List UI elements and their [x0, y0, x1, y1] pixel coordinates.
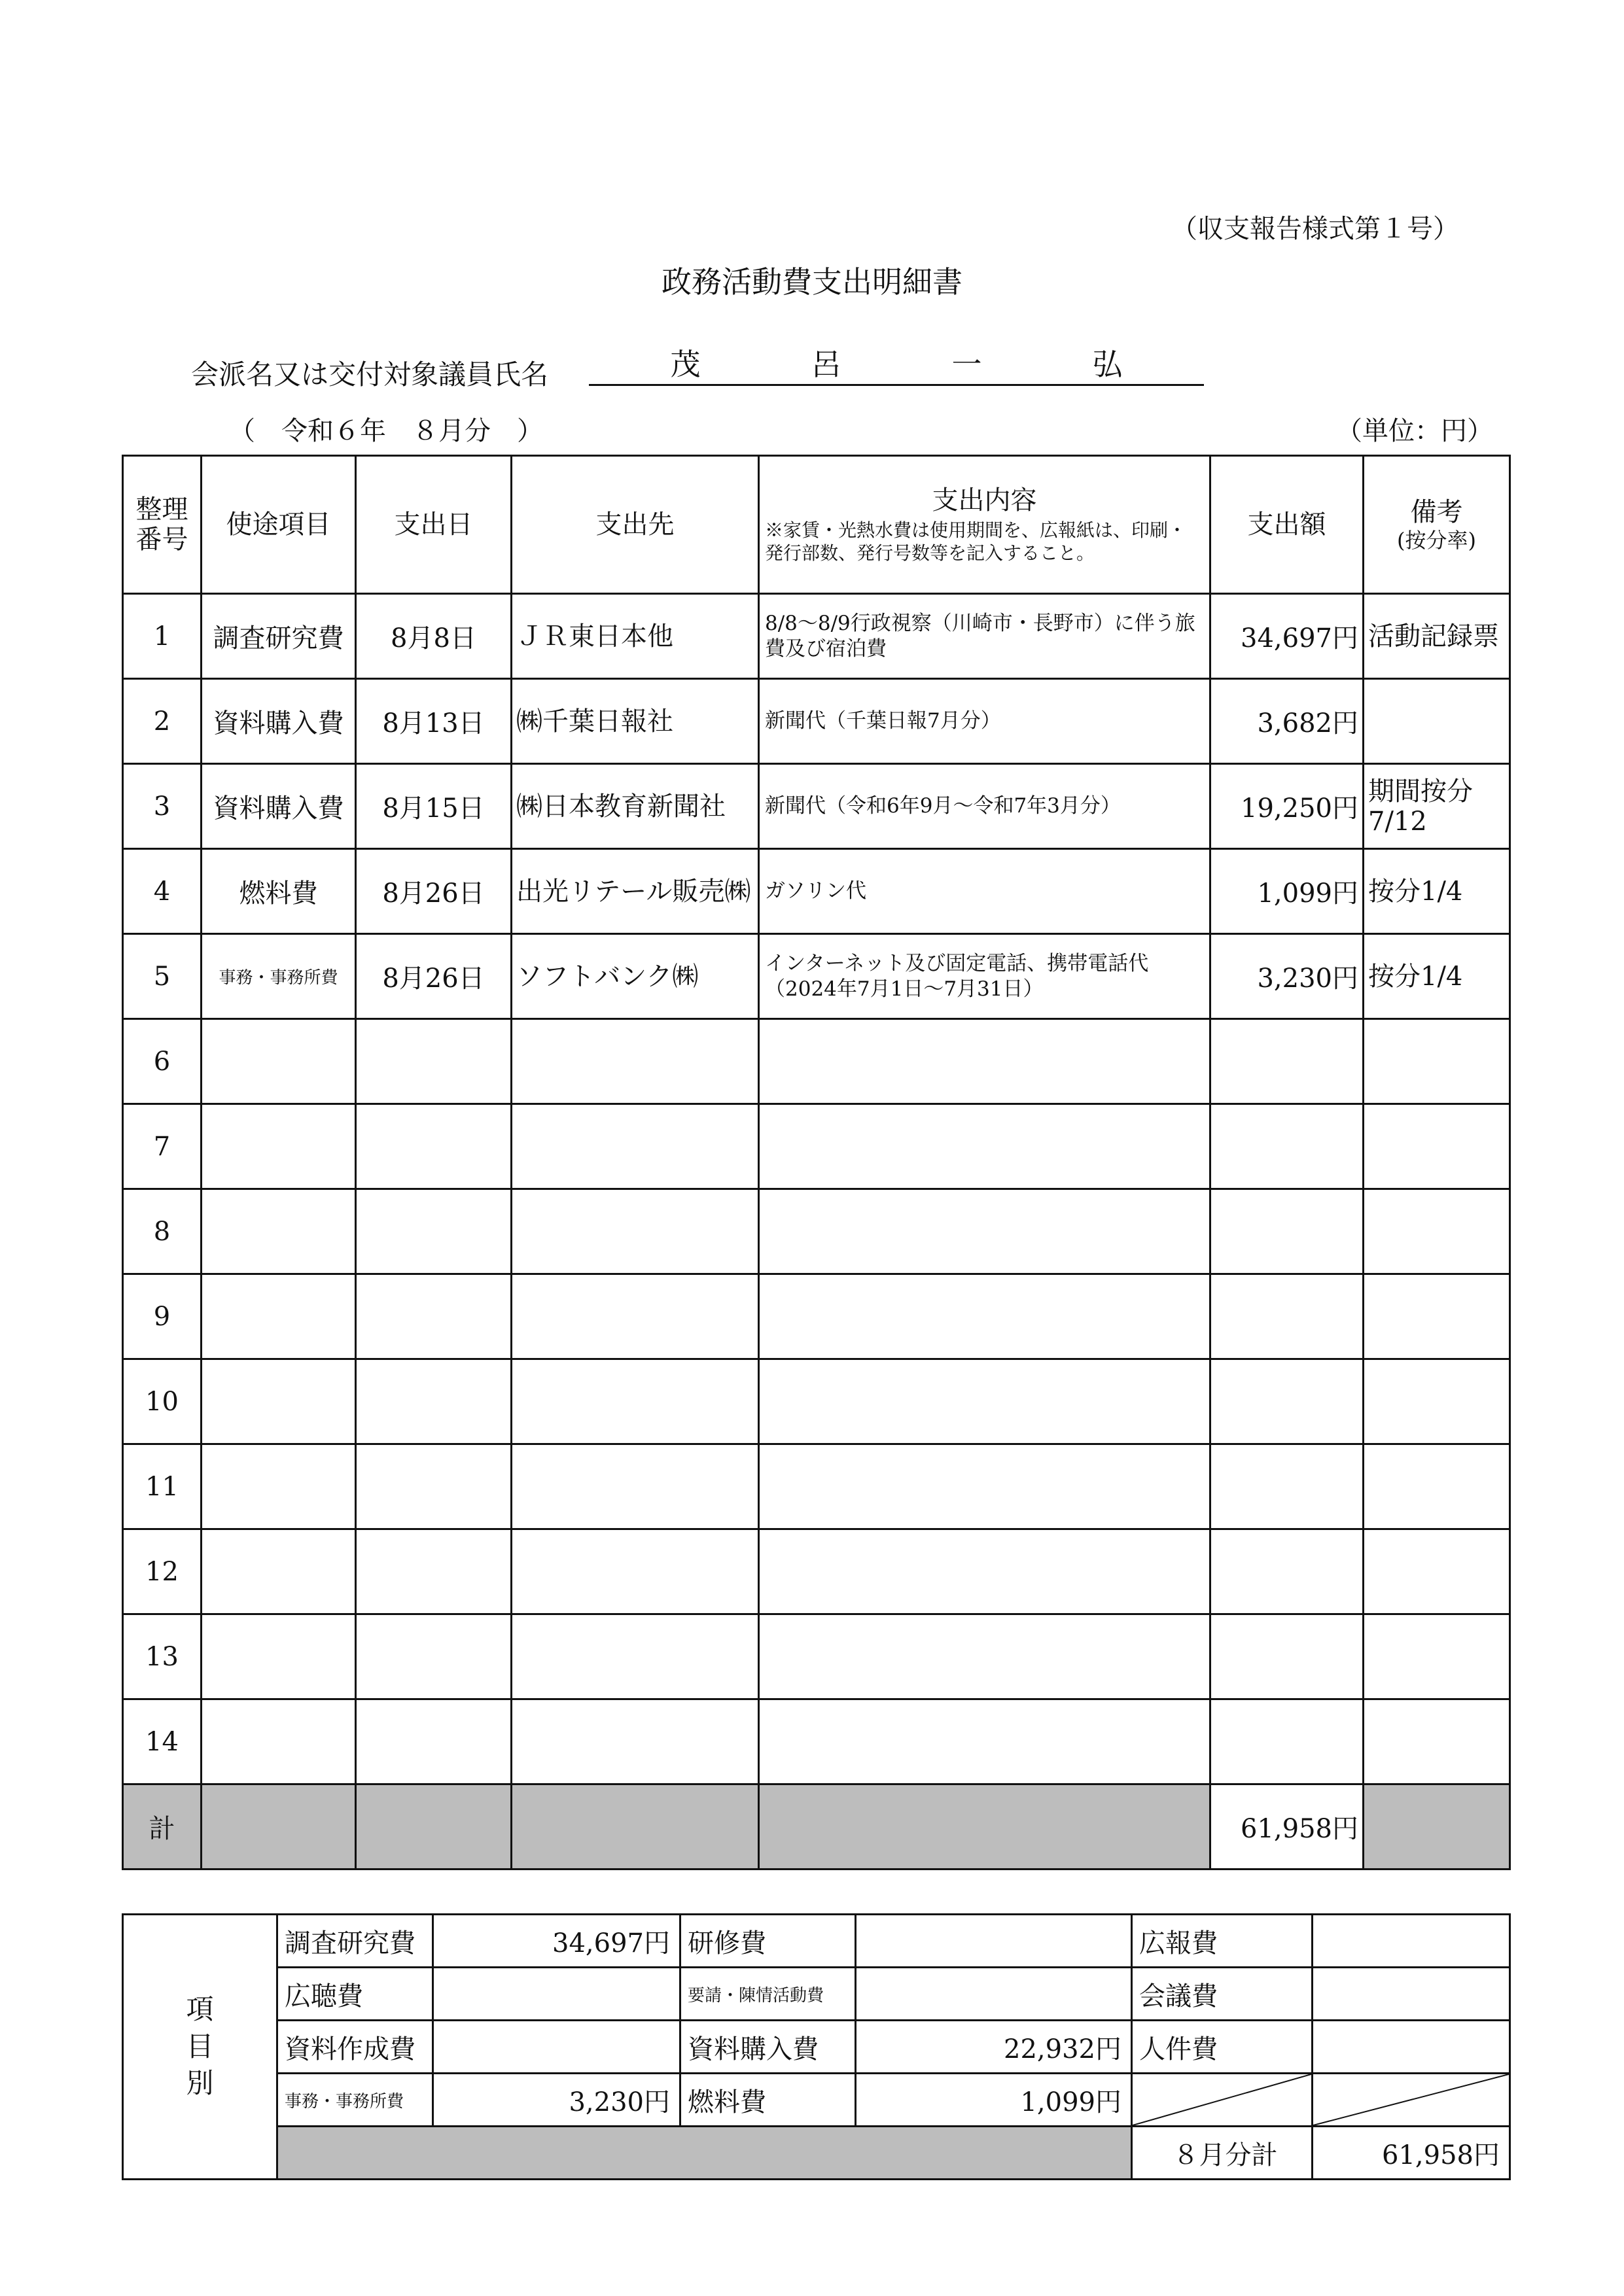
row-amount: 3,230円	[1210, 934, 1364, 1019]
row-date: 8月13日	[356, 679, 512, 764]
row-note: 期間按分7/12	[1364, 764, 1510, 849]
summary-value	[856, 1968, 1132, 2021]
member-name	[589, 345, 1204, 386]
row-note	[1364, 1699, 1510, 1784]
row-date	[356, 1104, 512, 1189]
summary-empty-slash	[1313, 2074, 1510, 2127]
summary-value: 1,099円	[856, 2074, 1132, 2127]
row-no: 12	[123, 1529, 202, 1614]
summary-value	[1313, 1968, 1510, 2021]
document-title: 政務活動費支出明細書	[662, 264, 962, 300]
member-name-char: 一	[951, 347, 982, 382]
summary-value	[856, 1915, 1132, 1968]
total-grey-cell	[759, 1784, 1210, 1870]
total-label: 計	[123, 1784, 202, 1870]
row-desc: ガソリン代	[759, 849, 1210, 934]
row-date	[356, 1274, 512, 1359]
row-payee	[512, 1019, 759, 1104]
row-payee: 出光リテール販売㈱	[512, 849, 759, 934]
table-row	[123, 1444, 1510, 1529]
member-name-char: 弘	[1092, 347, 1123, 382]
row-payee	[512, 1444, 759, 1529]
summary-label: 燃料費	[680, 2074, 856, 2127]
row-use	[202, 1699, 356, 1784]
row-use	[202, 1614, 356, 1699]
row-desc: 新聞代（令和6年9月～令和7年3月分）	[759, 764, 1210, 849]
row-payee	[512, 1189, 759, 1274]
table-row	[123, 1019, 1510, 1104]
row-desc	[759, 1699, 1210, 1784]
row-amount: 3,682円	[1210, 679, 1364, 764]
row-note: 按分1/4	[1364, 849, 1510, 934]
row-no: 1	[123, 594, 202, 679]
table-row	[123, 1189, 1510, 1274]
summary-value	[433, 1968, 680, 2021]
row-date	[356, 1529, 512, 1614]
row-use: 燃料費	[202, 849, 356, 934]
header-no: 整理番号	[123, 456, 202, 594]
summary-value: 3,230円	[433, 2074, 680, 2127]
row-note	[1364, 1189, 1510, 1274]
row-no: 7	[123, 1104, 202, 1189]
form-number: （収支報告様式第１号）	[1171, 214, 1459, 244]
total-grey-cell	[356, 1784, 512, 1870]
table-row	[123, 1274, 1510, 1359]
row-use	[202, 1274, 356, 1359]
report-period: （ 令和６年 ８月分 ）	[229, 416, 543, 446]
header-note-title: 備考	[1410, 496, 1463, 527]
row-no: 3	[123, 764, 202, 849]
summary-label: 資料作成費	[277, 2021, 433, 2074]
table-row	[123, 849, 1510, 934]
row-date	[356, 1614, 512, 1699]
summary-label: 人件費	[1132, 2021, 1313, 2074]
row-date: 8月26日	[356, 934, 512, 1019]
summary-value: 34,697円	[433, 1915, 680, 1968]
row-note	[1364, 1614, 1510, 1699]
table-row	[123, 594, 1510, 679]
row-desc: 新聞代（千葉日報7月分）	[759, 679, 1210, 764]
row-use	[202, 1104, 356, 1189]
row-amount	[1210, 1189, 1364, 1274]
row-note	[1364, 1274, 1510, 1359]
row-no: 9	[123, 1274, 202, 1359]
summary-label: 会議費	[1132, 1968, 1313, 2021]
row-amount	[1210, 1104, 1364, 1189]
row-no: 13	[123, 1614, 202, 1699]
header-desc-note: ※家賃・光熱水費は使用期間を、広報紙は、印刷・発行部数、発行号数等を記入すること。	[765, 519, 1187, 564]
row-use	[202, 1444, 356, 1529]
table-row	[123, 1614, 1510, 1699]
row-amount	[1210, 1019, 1364, 1104]
row-desc	[759, 1274, 1210, 1359]
header-note	[1364, 456, 1510, 594]
row-date: 8月8日	[356, 594, 512, 679]
row-amount: 19,250円	[1210, 764, 1364, 849]
row-date: 8月15日	[356, 764, 512, 849]
row-desc	[759, 1614, 1210, 1699]
row-note	[1364, 1529, 1510, 1614]
row-note	[1364, 1104, 1510, 1189]
summary-label: 事務・事務所費	[277, 2074, 433, 2127]
header-use: 使途項目	[202, 456, 356, 594]
row-use	[202, 1019, 356, 1104]
summary-label: 広聴費	[277, 1968, 433, 2021]
summary-value	[1313, 2021, 1510, 2074]
unit-label: （単位：円）	[1336, 416, 1493, 446]
table-row	[123, 1104, 1510, 1189]
row-note: 活動記録票	[1364, 594, 1510, 679]
row-payee: ㈱日本教育新聞社	[512, 764, 759, 849]
row-no: 14	[123, 1699, 202, 1784]
row-amount	[1210, 1529, 1364, 1614]
table-row	[123, 934, 1510, 1019]
row-desc	[759, 1104, 1210, 1189]
row-amount: 34,697円	[1210, 594, 1364, 679]
table-row	[123, 1699, 1510, 1784]
row-desc: インターネット及び固定電話、携帯電話代（2024年7月1日～7月31日）	[759, 934, 1210, 1019]
row-no: 2	[123, 679, 202, 764]
row-payee	[512, 1614, 759, 1699]
row-no: 6	[123, 1019, 202, 1104]
row-desc	[759, 1529, 1210, 1614]
row-desc	[759, 1189, 1210, 1274]
row-amount	[1210, 1359, 1364, 1444]
summary-value: 22,932円	[856, 2021, 1132, 2074]
row-note	[1364, 1359, 1510, 1444]
summary-side-label: 項 目 別	[123, 1915, 277, 2180]
summary-empty-slash	[1132, 2074, 1313, 2127]
row-payee	[512, 1274, 759, 1359]
header-desc	[759, 456, 1210, 594]
expense-table	[122, 455, 1511, 1870]
table-row	[123, 679, 1510, 764]
member-name-char: 呂	[811, 347, 841, 382]
row-use	[202, 1359, 356, 1444]
summary-label: 資料購入費	[680, 2021, 856, 2074]
row-note	[1364, 679, 1510, 764]
summary-value	[1313, 1915, 1510, 1968]
summary-value	[433, 2021, 680, 2074]
total-grey-cell	[512, 1784, 759, 1870]
row-use: 調査研究費	[202, 594, 356, 679]
row-date	[356, 1189, 512, 1274]
header-amount: 支出額	[1210, 456, 1364, 594]
total-amount: 61,958円	[1210, 1784, 1364, 1870]
row-payee	[512, 1529, 759, 1614]
row-payee	[512, 1104, 759, 1189]
row-note	[1364, 1444, 1510, 1529]
summary-label: 要請・陳情活動費	[680, 1968, 856, 2021]
category-summary-table	[122, 1913, 1511, 2180]
total-grey-cell	[202, 1784, 356, 1870]
row-date	[356, 1359, 512, 1444]
row-desc: 8/8～8/9行政視察（川崎市・長野市）に伴う旅費及び宿泊費	[759, 594, 1210, 679]
summary-label: 調査研究費	[277, 1915, 433, 1968]
header-note-sub: (按分率)	[1397, 527, 1476, 553]
row-note	[1364, 1019, 1510, 1104]
row-use	[202, 1529, 356, 1614]
row-desc	[759, 1444, 1210, 1529]
row-amount	[1210, 1699, 1364, 1784]
member-name-char: 茂	[670, 347, 701, 382]
row-no: 8	[123, 1189, 202, 1274]
row-payee: ＪＲ東日本他	[512, 594, 759, 679]
row-amount	[1210, 1444, 1364, 1529]
row-payee: ソフトバンク㈱	[512, 934, 759, 1019]
row-date	[356, 1444, 512, 1529]
row-no: 4	[123, 849, 202, 934]
row-payee: ㈱千葉日報社	[512, 679, 759, 764]
header-date: 支出日	[356, 456, 512, 594]
total-row	[123, 1784, 1510, 1870]
row-date: 8月26日	[356, 849, 512, 934]
total-grey-cell	[1364, 1784, 1510, 1870]
row-payee	[512, 1699, 759, 1784]
table-row	[123, 1529, 1510, 1614]
row-use	[202, 1189, 356, 1274]
row-amount: 1,099円	[1210, 849, 1364, 934]
row-note: 按分1/4	[1364, 934, 1510, 1019]
row-payee	[512, 1359, 759, 1444]
table-header-row	[123, 456, 1510, 594]
row-date	[356, 1699, 512, 1784]
row-no: 10	[123, 1359, 202, 1444]
summary-label: 広報費	[1132, 1915, 1313, 1968]
row-no: 5	[123, 934, 202, 1019]
row-amount	[1210, 1614, 1364, 1699]
row-desc	[759, 1019, 1210, 1104]
row-amount	[1210, 1274, 1364, 1359]
table-row	[123, 1359, 1510, 1444]
row-use: 資料購入費	[202, 679, 356, 764]
month-total-label: ８月分計	[1132, 2127, 1313, 2180]
row-no: 11	[123, 1444, 202, 1529]
row-use: 資料購入費	[202, 764, 356, 849]
summary-grey-area	[277, 2127, 1132, 2180]
header-payee: 支出先	[512, 456, 759, 594]
row-desc	[759, 1359, 1210, 1444]
header-desc-title: 支出内容	[932, 485, 1037, 515]
row-date	[356, 1019, 512, 1104]
table-row	[123, 764, 1510, 849]
month-total-value: 61,958円	[1313, 2127, 1510, 2180]
summary-label: 研修費	[680, 1915, 856, 1968]
row-use: 事務・事務所費	[202, 934, 356, 1019]
member-label: 会派名又は交付対象議員氏名	[191, 358, 549, 391]
